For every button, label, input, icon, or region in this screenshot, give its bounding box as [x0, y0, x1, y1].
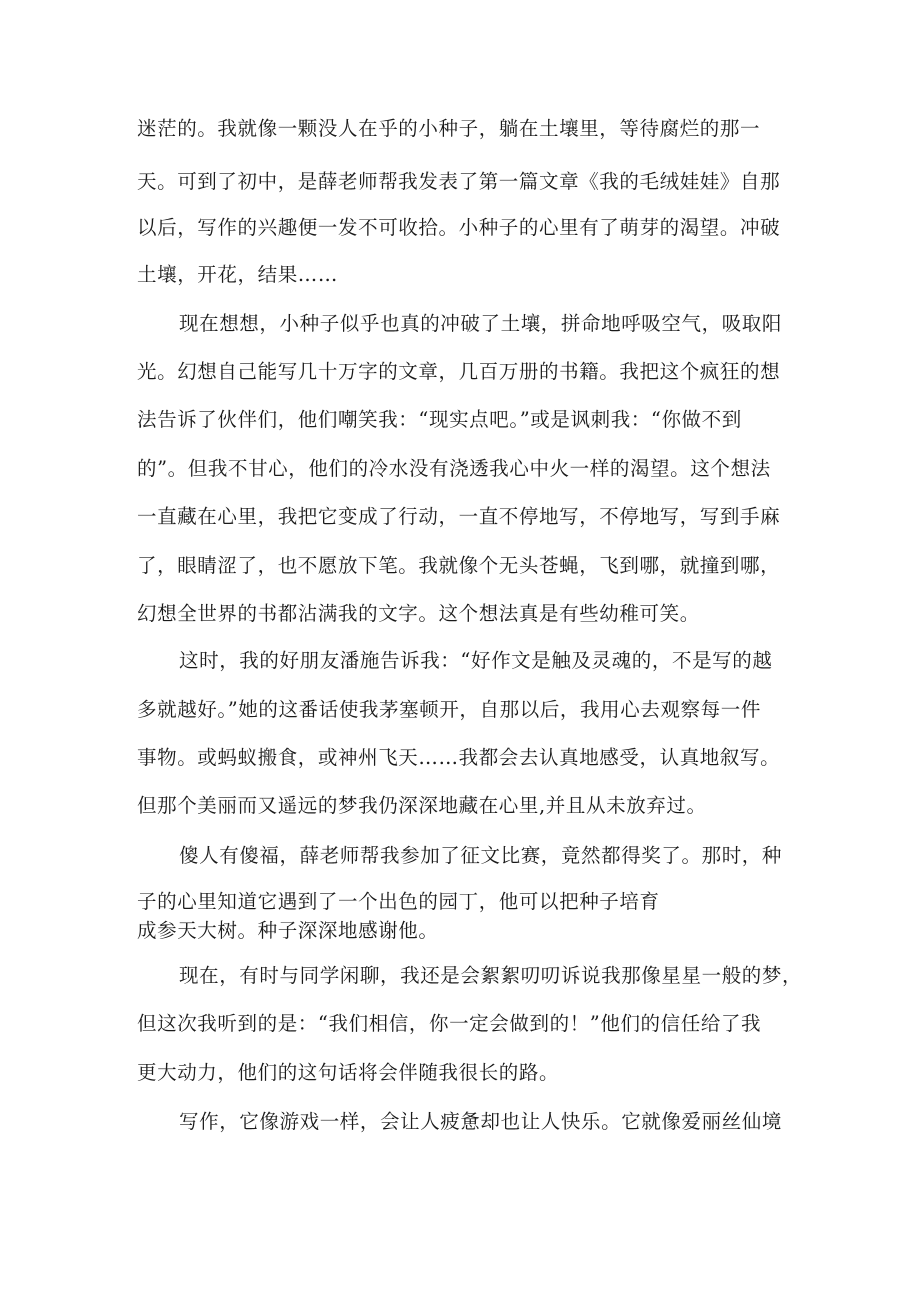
text-line: 土壤，开花，结果……	[137, 263, 339, 286]
text-line: 天。可到了初中，是薛老师帮我发表了第一篇文章《我的毛绒娃娃》自那	[137, 170, 781, 193]
text-line: 但那个美丽而又遥远的梦我仍深深地藏在心里,并且从未放弃过。	[137, 794, 707, 817]
paragraph-first-line: 现在，有时与同学闲聊，我还是会絮絮叨叨诉说我那像星星一般的梦，	[179, 964, 803, 987]
text-line: 成参天大树。种子深深地感谢他。	[137, 919, 439, 942]
text-line: 更大动力，他们的这句话将会伴随我很长的路。	[137, 1061, 560, 1084]
text-line: 法告诉了伙伴们，他们嘲笑我：“现实点吧。”或是讽刺我：“你做不到	[137, 408, 742, 431]
text-line: 的”。但我不甘心，他们的冷水没有浇透我心中火一样的渴望。这个想法	[137, 457, 771, 480]
text-line: 光。幻想自己能写几十万字的文章，几百万册的书籍。我把这个疯狂的想	[137, 360, 781, 383]
text-line: 以后，写作的兴趣便一发不可收拾。小种子的心里有了萌芽的渴望。冲破	[137, 216, 781, 239]
text-line: 一直藏在心里，我把它变成了行动，一直不停地写，不停地写，写到手麻	[137, 505, 781, 528]
text-line: 事物。或蚂蚁搬食，或神州飞天……我都会去认真地感受，认真地叙写。	[137, 746, 781, 769]
text-line: 多就越好。”她的这番话使我茅塞顿开，自那以后，我用心去观察每一件	[137, 698, 761, 721]
paragraph-first-line: 这时，我的好朋友潘施告诉我：“好作文是触及灵魂的，不是写的越	[179, 649, 773, 672]
paragraph-first-line: 现在想想，小种子似乎也真的冲破了土壤，拼命地呼吸空气，吸取阳	[179, 312, 783, 335]
text-line: 迷茫的。我就像一颗没人在乎的小种子，躺在土壤里，等待腐烂的那一	[137, 117, 761, 140]
text-line: 但这次我听到的是：“我们相信，你一定会做到的！”他们的信任给了我	[137, 1012, 762, 1035]
text-line: 了，眼睛涩了，也不愿放下笔。我就像个无头苍蝇，飞到哪，就撞到哪，	[137, 554, 781, 577]
text-line: 幻想全世界的书都沾满我的文字。这个想法真是有些幼稚可笑。	[137, 602, 700, 625]
text-line: 子的心里知道它遇到了一个出色的园丁，他可以把种子培育	[137, 890, 660, 913]
paragraph-first-line: 傻人有傻福，薛老师帮我参加了征文比赛，竟然都得奖了。那时，种	[179, 844, 783, 867]
paragraph-first-line: 写作，它像游戏一样，会让人疲惫却也让人快乐。它就像爱丽丝仙境	[179, 1110, 783, 1133]
